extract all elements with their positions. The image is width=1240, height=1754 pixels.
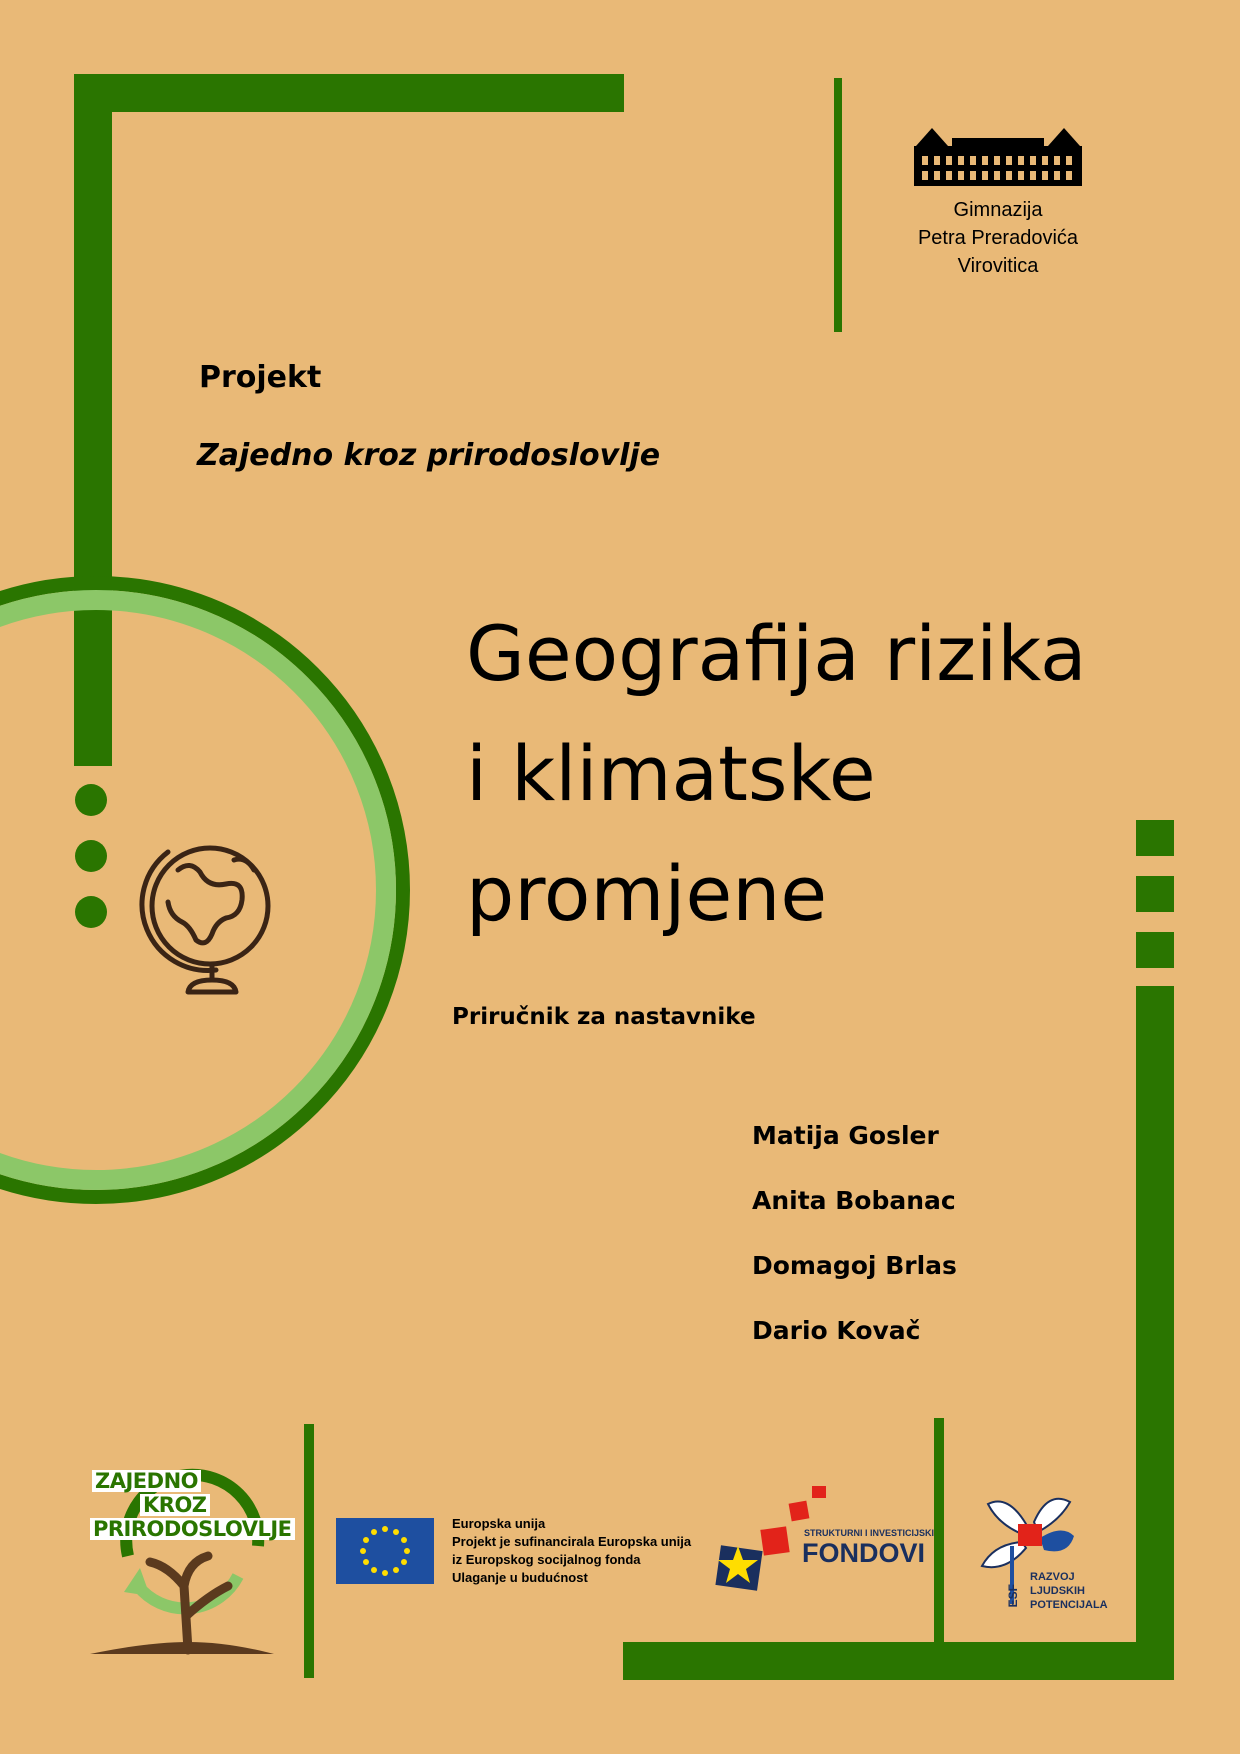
project-name: Zajedno kroz prirodoslovlje [197,438,661,473]
author-name: Anita Bobanac [752,1186,956,1215]
project-logo-text-3: PRIRODOSLOVLJE [90,1518,295,1540]
subtitle: Priručnik za nastavnike [452,1004,756,1030]
eu-text-line: Europska unija [452,1516,546,1531]
fondovi-big-text: FONDOVI [802,1538,926,1568]
fondovi-small-text: STRUKTURNI I INVESTICIJSKI [804,1528,935,1538]
eu-flag-logo [336,1518,434,1584]
project-logo-text-2: KROZ [140,1494,210,1516]
eu-text-line: Ulaganje u budućnost [452,1570,588,1585]
esf-text-line: RAZVOJ [1030,1571,1075,1583]
title-line-2: i klimatske [466,729,876,818]
decor-square [1136,932,1174,968]
decor-square [1136,820,1174,856]
school-name-line: Petra Preradovića [917,227,1079,249]
ring-decoration [0,0,420,1230]
author-name: Matija Gosler [752,1121,939,1150]
esf-text-line: LJUDSKIH [1030,1585,1086,1597]
globe-icon [138,830,278,1000]
title-line-3: promjene [466,849,828,938]
esf-text-line: POTENCIJALA [1030,1599,1108,1611]
decor-square [1136,876,1174,912]
project-label: Projekt [199,360,322,395]
school-name [880,196,1116,280]
divider-logos-left [304,1424,314,1678]
eu-funding-text [452,1515,691,1587]
school-name-line: Virovitica [957,255,1039,277]
eu-text-line: Projekt je sufinancirala Europska unija [452,1534,692,1549]
author-name: Dario Kovač [752,1316,921,1345]
frame-right-bar [1136,986,1174,1680]
esf-vertical-text: ESF [1006,1584,1020,1608]
esf-text [1030,1570,1108,1612]
school-name-line: Gimnazija [953,199,1043,221]
title-line-1: Geografija rizika [466,609,1087,698]
divider-logos-right [934,1418,944,1648]
frame-bottom-bar [623,1642,1174,1680]
eu-text-line: iz Europskog socijalnog fonda [452,1552,641,1567]
school-building-logo [912,124,1084,188]
author-name: Domagoj Brlas [752,1251,957,1280]
divider-top [834,78,842,332]
project-logo-text-1: ZAJEDNO [92,1470,201,1492]
